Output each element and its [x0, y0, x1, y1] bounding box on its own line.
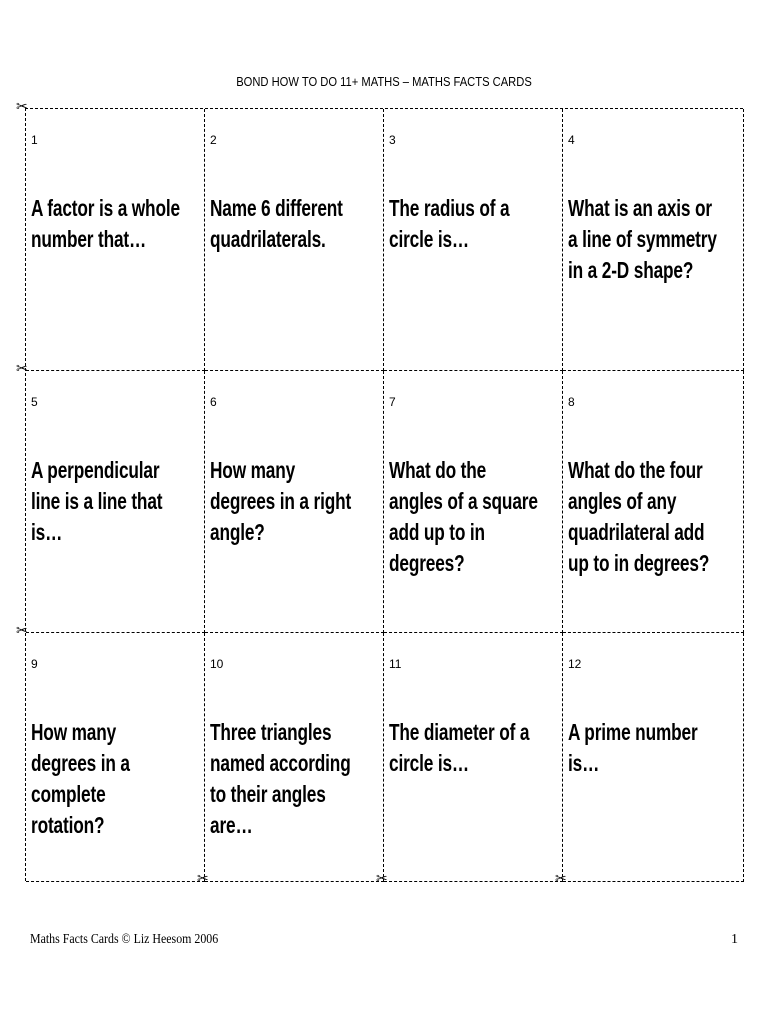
- card-number: 4: [568, 133, 575, 147]
- card-question: A perpendicular line is a line that is…: [31, 457, 163, 545]
- card-number: 12: [568, 657, 582, 671]
- card-number: 2: [210, 133, 217, 147]
- card-question: The radius of a circle is…: [389, 195, 510, 252]
- page-header: BOND HOW TO DO 11+ MATHS – MATHS FACTS CARDS: [236, 74, 532, 89]
- scissors-icon: ✂: [16, 99, 28, 115]
- card-number: 11: [389, 657, 402, 671]
- scissors-icon: ✂: [376, 871, 388, 887]
- card-question: A prime number is…: [568, 719, 698, 776]
- card-number: 7: [389, 395, 396, 409]
- card-question: The diameter of a circle is…: [389, 719, 530, 776]
- fact-card: [26, 371, 205, 633]
- card-number: 6: [210, 395, 217, 409]
- fact-card: [563, 109, 744, 371]
- card-question: A factor is a whole number that…: [31, 195, 180, 252]
- fact-card: [26, 109, 205, 371]
- card-number: 5: [31, 395, 38, 409]
- card-question: Name 6 different quadrilaterals.: [210, 195, 343, 252]
- fact-card: [205, 633, 384, 882]
- footer-credit: Maths Facts Cards © Liz Heesom 2006: [30, 932, 219, 947]
- scissors-icon: ✂: [16, 623, 28, 639]
- scissors-icon: ✂: [197, 871, 209, 887]
- card-number: 1: [31, 133, 38, 147]
- card-number: 3: [389, 133, 396, 147]
- fact-card: [384, 371, 563, 633]
- fact-card: [26, 633, 205, 882]
- card-question: Three triangles named according to their angles are…: [210, 719, 351, 838]
- card-question: What is an axis or a line of symmetry in a 2-D shape?: [568, 195, 717, 283]
- card-question: How many degrees in a right angle?: [210, 457, 352, 545]
- fact-card: [563, 371, 744, 633]
- card-question: What do the four angles of any quadrilateral add up to in degrees?: [568, 457, 710, 576]
- page-number: 1: [731, 932, 738, 947]
- scissors-icon: ✂: [16, 361, 28, 377]
- cards-grid: [25, 108, 743, 881]
- scissors-icon: ✂: [555, 871, 567, 887]
- card-question: How many degrees in a complete rotation?: [31, 719, 130, 838]
- fact-card: [205, 109, 384, 371]
- card-question: What do the angles of a square add up to in degrees?: [389, 457, 538, 576]
- fact-card: [384, 109, 563, 371]
- fact-card: [384, 633, 563, 882]
- card-number: 8: [568, 395, 575, 409]
- fact-card: [563, 633, 744, 882]
- card-number: 9: [31, 657, 38, 671]
- card-number: 10: [210, 657, 224, 671]
- fact-card: [205, 371, 384, 633]
